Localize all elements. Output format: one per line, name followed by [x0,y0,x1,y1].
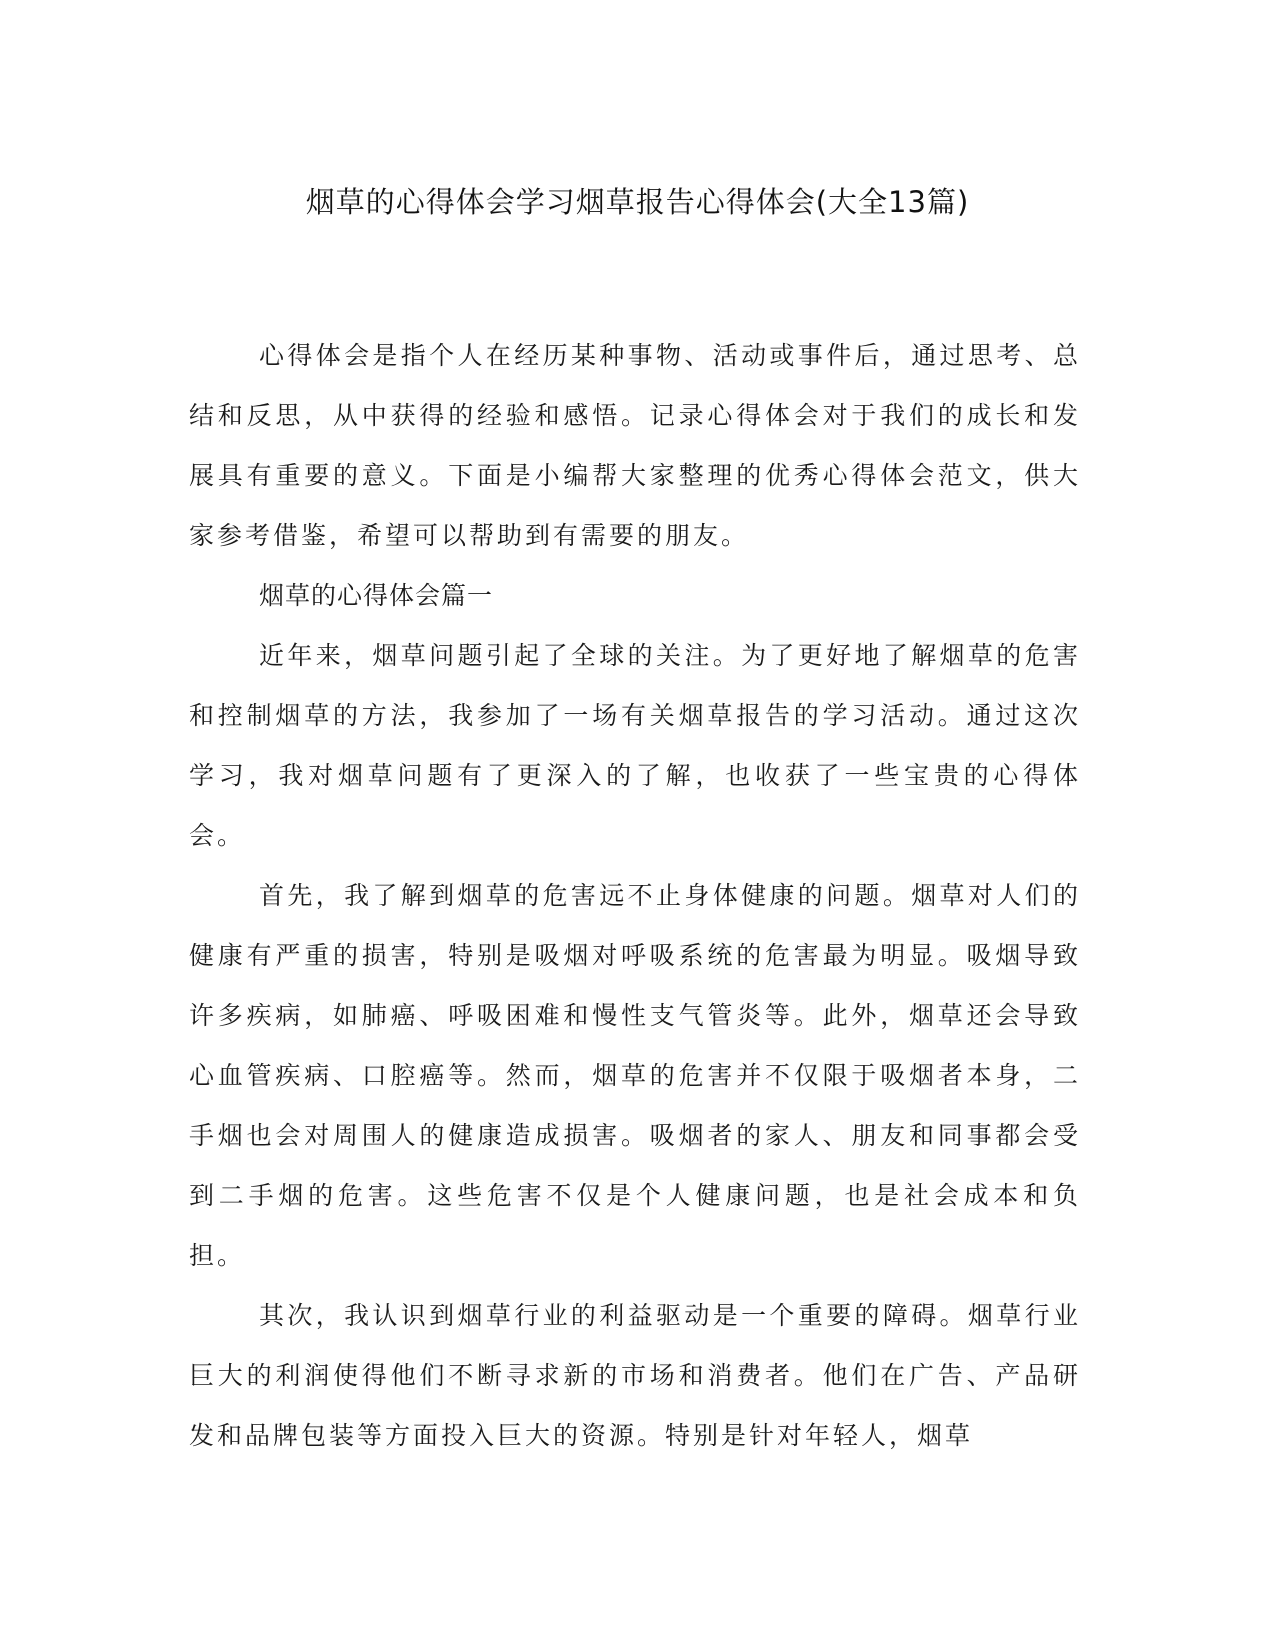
document-body [189,326,1081,1466]
body-paragraph: 首先，我了解到烟草的危害远不止身体健康的问题。烟草对人们的健康有严重的损害，特别是吸烟对呼吸系统的危害最为明显。吸烟导致许多疾病，如肺癌、呼吸困难和慢性支气管炎等。此外，烟草还会导致心血管疾病、口腔癌等。然而，烟草的危害并不仅限于吸烟者本身，二手烟也会对周围人的健康造成损害。吸烟者的家人、朋友和同事都会受到二手烟的危害。这些危害不仅是个人健康问题，也是社会成本和负担。 [189,881,1081,1270]
document-title: 烟草的心得体会学习烟草报告心得体会(大全13篇) [305,185,970,219]
body-paragraph: 近年来，烟草问题引起了全球的关注。为了更好地了解烟草的危害和控制烟草的方法，我参加了一场有关烟草报告的学习活动。通过这次学习，我对烟草问题有了更深入的了解，也收获了一些宝贵的心得体会。 [189,641,1081,850]
section-heading: 烟草的心得体会篇一 [259,581,494,610]
body-paragraph: 其次，我认识到烟草行业的利益驱动是一个重要的障碍。烟草行业巨大的利润使得他们不断寻求新的市场和消费者。他们在广告、产品研发和品牌包装等方面投入巨大的资源。特别是针对年轻人，烟草 [189,1301,1081,1450]
intro-paragraph: 心得体会是指个人在经历某种事物、活动或事件后，通过思考、总结和反思，从中获得的经验和感悟。记录心得体会对于我们的成长和发展具有重要的意义。下面是小编帮大家整理的优秀心得体会范文，供大家参考借鉴，希望可以帮助到有需要的朋友。 [189,341,1081,550]
